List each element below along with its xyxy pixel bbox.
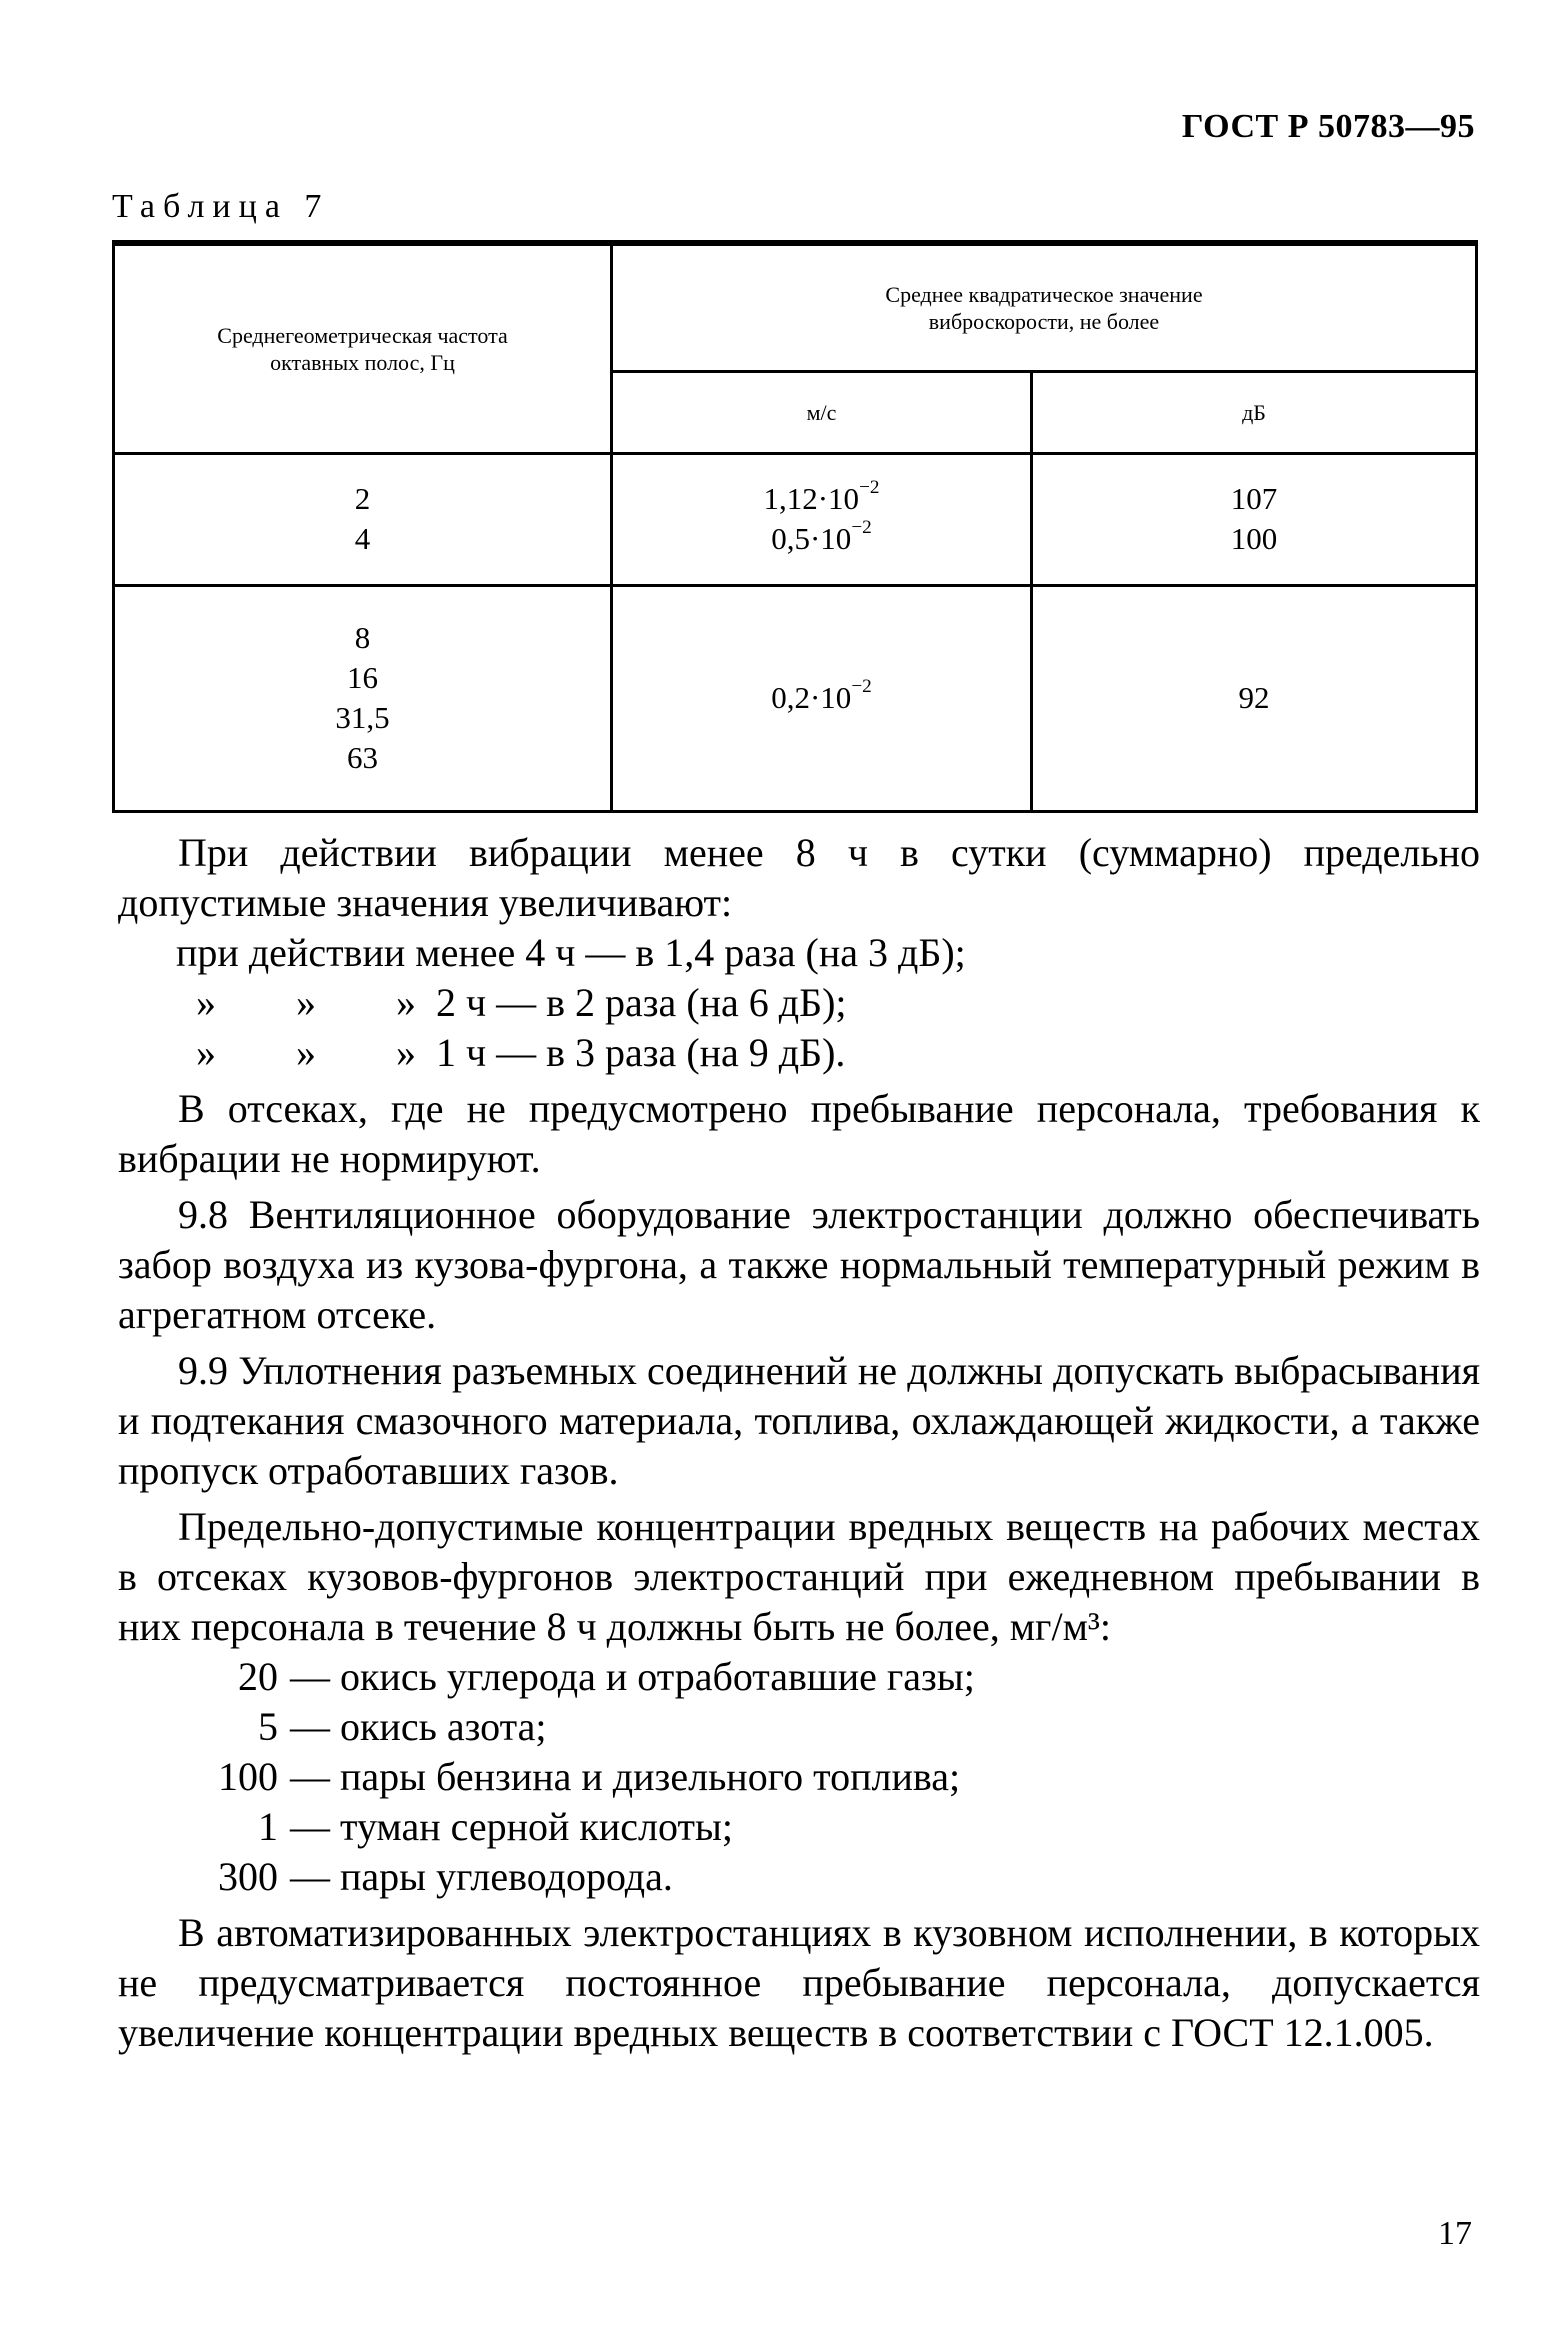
header-ms: м/с bbox=[612, 371, 1032, 453]
list-item: 100 — пары бензина и дизельного топлива; bbox=[218, 1754, 961, 1799]
paragraph: При действии вибрации менее 8 ч в сутки (суммарно) предельно допустимые значения увеличивают: bbox=[118, 830, 1480, 925]
list-item: 20 — окись углерода и отработавшие газы; bbox=[238, 1654, 975, 1699]
list-line: при действии менее 4 ч — в 1,4 раза (на 3 дБ); bbox=[176, 930, 966, 975]
paragraph: Предельно-допустимые концентрации вредных веществ на рабочих местах в отсеках кузовов-фургонов электростанций при ежедневном пребывании в них персонала в течение 8 ч должны быть не более, мг/м³: bbox=[118, 1504, 1480, 1649]
paragraph: В автоматизированных электростанциях в кузовном исполнении, в которых не предусматривается постоянное пребывание персонала, допускается увеличение концентрации вредных веществ в соответствии с ГОСТ 12.1.005. bbox=[118, 1910, 1480, 2055]
concentration-list bbox=[118, 1652, 1480, 1902]
header-frequency: Среднегеометрическая частота октавных полос, Гц bbox=[114, 243, 612, 453]
cell-db: 92 bbox=[1032, 585, 1477, 811]
list-item: 300 — пары углеводорода. bbox=[218, 1854, 673, 1899]
cell-frequency: 8 16 31,5 63 bbox=[114, 585, 612, 811]
table-row bbox=[114, 585, 1477, 811]
list-line: » » » 2 ч — в 2 раза (на 6 дБ); bbox=[196, 980, 847, 1025]
paragraph: 9.9 Уплотнения разъемных соединений не должны допускать выбрасывания и подтекания смазочного материала, топлива, охлаждающей жидкости, а также пропуск отработавших газов. bbox=[118, 1348, 1480, 1493]
list-item: 1 — туман серной кислоты; bbox=[258, 1804, 733, 1849]
list-line: » » » 1 ч — в 3 раза (на 9 дБ). bbox=[196, 1030, 846, 1075]
table-row bbox=[114, 453, 1477, 585]
header-velocity-group: Среднее квадратическое значение виброскорости, не более bbox=[612, 243, 1477, 371]
cell-ms: $0,2\cdot 10^{-2}$ bbox=[612, 585, 1032, 811]
document-header: ГОСТ Р 50783—95 bbox=[1181, 108, 1475, 145]
paragraph: В отсеках, где не предусмотрено пребывание персонала, требования к вибрации не нормируют. bbox=[118, 1086, 1480, 1181]
list-item: 5 — окись азота; bbox=[258, 1704, 547, 1749]
body-text bbox=[118, 828, 1480, 2058]
table-label: Таблица 7 bbox=[112, 188, 330, 225]
cell-frequency: 2 4 bbox=[114, 453, 612, 585]
cell-db: 107 100 bbox=[1032, 453, 1477, 585]
header-db: дБ bbox=[1032, 371, 1477, 453]
cell-ms: $1,12\cdot 10^{-2}$ $0,5\cdot 10^{-2}$ bbox=[612, 453, 1032, 585]
paragraph: 9.8 Вентиляционное оборудование электростанции должно обеспечивать забор воздуха из кузова-фургона, а также нормальный температурный режим в агрегатном отсеке. bbox=[118, 1192, 1480, 1337]
page-number: 17 bbox=[1438, 2215, 1472, 2252]
vibration-table bbox=[112, 240, 1478, 813]
